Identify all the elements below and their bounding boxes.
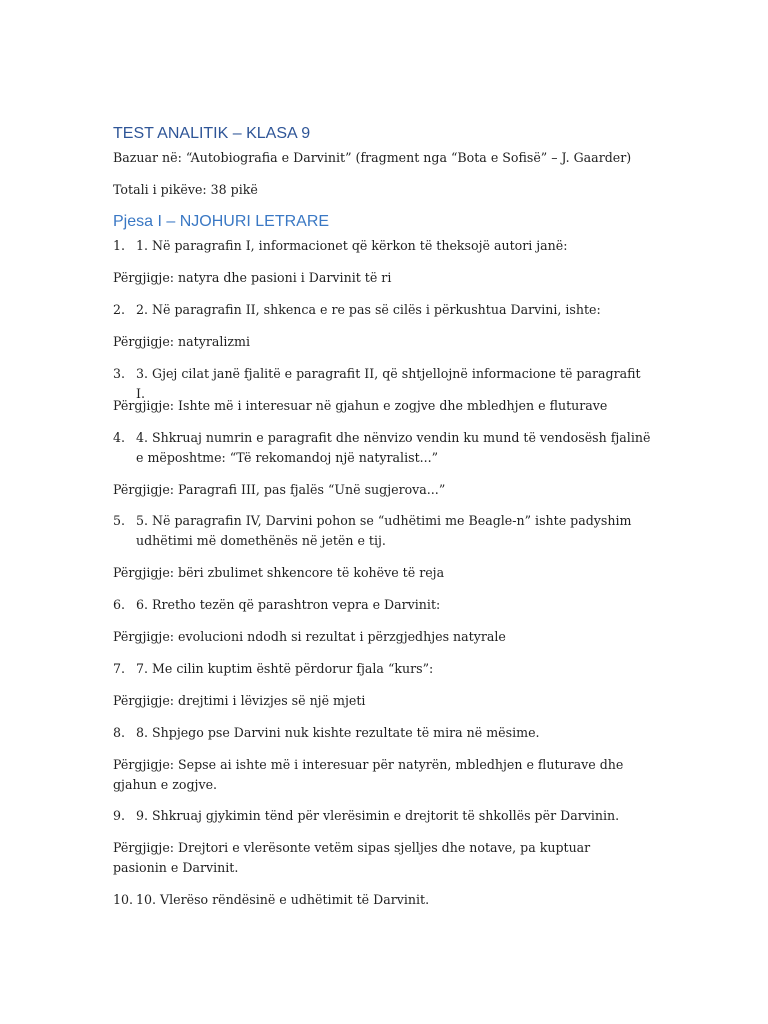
answer-text: Përgjigje: Paragrafi III, pas fjalës “Unë sugjerova...” [113,482,446,497]
question-item [113,511,653,551]
question-text: 10. Vlerëso rëndësinë e udhëtimit të Darvinit. [136,892,430,907]
question-number: 5. [113,513,126,528]
question-number: 2. [113,302,126,317]
question-number: 7. [113,661,126,676]
question-text: 5. Në paragrafin IV, Darvini pohon se “udhëtimi me Beagle-n” ishte padyshim udhëtimi më domethënës në jetën e tij. [136,513,632,548]
answer-text: Përgjigje: natyralizmi [113,334,251,349]
question-text: 7. Me cilin kuptim është përdorur fjala “kurs”: [136,661,434,676]
source-line: Bazuar në: “Autobiografia e Darvinit” (fragment nga “Bota e Sofisë” – J. Gaarder) [113,150,632,165]
question-item [113,428,653,468]
answer-text: Përgjigje: Drejtori e vlerësonte vetëm sipas sjelljes dhe notave, pa kuptuar pasionin e Darvinit. [113,840,591,875]
question-number: 9. [113,808,126,823]
question-text: 1. Në paragrafin I, informacionet që kërkon të theksojë autori janë: [136,238,568,253]
question-item [113,806,653,826]
question-item [113,236,653,256]
question-text: 4. Shkruaj numrin e paragrafit dhe nënvizo vendin ku mund të vendosësh fjalinë e mëposhtme: “Të rekomandoj një natyralist...” [136,430,651,465]
question-number: 1. [113,238,126,253]
question-text: 6. Rretho tezën që parashtron vepra e Darvinit: [136,597,441,612]
question-text: 2. Në paragrafin II, shkenca e re pas së cilës i përkushtua Darvini, ishte: [136,302,601,317]
answer-text: Përgjigje: natyra dhe pasioni i Darvinit të ri [113,270,392,285]
answer-text: Përgjigje: Ishte më i interesuar në gjahun e zogjve dhe mbledhjen e fluturave [113,398,608,413]
question-item [113,723,653,743]
answer-text: Përgjigje: bëri zbulimet shkencore të kohëve të reja [113,565,445,580]
question-number: 8. [113,725,126,740]
question-text: 8. Shpjego pse Darvini nuk kishte rezultate të mira në mësime. [136,725,540,740]
question-text: 9. Shkruaj gjykimin tënd për vlerësimin e drejtorit të shkollës për Darvinin. [136,808,620,823]
question-item [113,300,653,320]
answer-text: Përgjigje: Sepse ai ishte më i interesuar për natyrën, mbledhjen e fluturave dhe gjahun e zogjve. [113,757,624,792]
document-title: TEST ANALITIK – KLASA 9 [113,125,311,142]
question-number: 3. [113,366,126,381]
answer-text: Përgjigje: evolucioni ndodh si rezultat i përzgjedhjes natyrale [113,629,506,644]
question-item [113,659,653,679]
question-item [113,595,653,615]
question-number: 6. [113,597,126,612]
question-text: 3. Gjej cilat janë fjalitë e paragrafit II, që shtjellojnë informacione të paragrafit I. [136,366,641,401]
question-number: 4. [113,430,126,445]
answer-text: Përgjigje: drejtimi i lëvizjes së një mjeti [113,693,366,708]
question-number: 10. [113,892,134,907]
question-item [113,890,653,910]
section-heading: Pjesa I – NJOHURI LETRARE [113,213,330,230]
total-points: Totali i pikëve: 38 pikë [113,182,258,197]
